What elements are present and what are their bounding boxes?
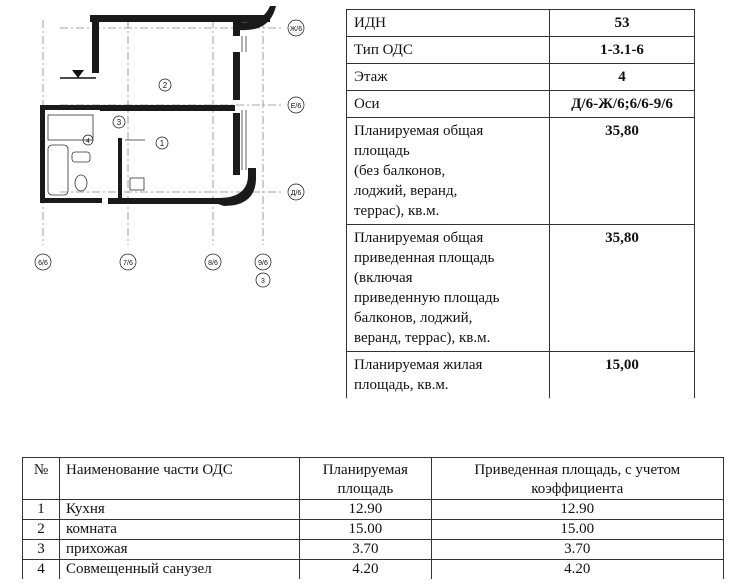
info-label: ИДН [347,10,550,37]
info-label: Планируемая общая площадь (без балконов, лоджий, веранд, террас), кв.м. [347,118,550,225]
axis-label-7: 7/6 [123,260,133,267]
floor-plan [0,0,340,300]
axis-markers [35,20,304,287]
section-mark: 3 [261,278,265,285]
info-row-idn [347,10,695,37]
info-label: Планируемая общая приведенная площадь (включая приведенную площадь балконов, лоджий, веранд, террас), кв.м. [347,225,550,352]
room-number-3: 3 [116,118,122,127]
axis-label-zh: Ж/6 [289,26,303,33]
row-num: 1 [23,500,60,520]
row-num: 3 [23,540,60,560]
info-row-axes [347,91,695,118]
room-number-2: 2 [162,81,168,90]
room-number-4: 4 [86,138,90,145]
room-number-1: 1 [159,139,165,148]
axis-label-d: Д/6 [290,190,302,197]
info-row-reduced-area [347,225,695,352]
axis-label-e: Е/6 [290,103,302,110]
row-name: Совмещенный санузел [60,560,300,580]
bathroom-fixtures [48,115,145,195]
room-numbers [83,79,171,149]
row-reduced: 4.20 [431,560,724,580]
parts-table [22,457,724,579]
info-value: 4 [550,64,695,91]
info-row-living-area [347,352,695,399]
info-label: Оси [347,91,550,118]
info-label: Этаж [347,64,550,91]
row-reduced: 3.70 [431,540,724,560]
table-row [23,520,724,540]
table-row [23,540,724,560]
info-row-floor [347,64,695,91]
apartment-info-table [346,9,695,398]
parts-header-row [23,458,724,500]
row-name: Кухня [60,500,300,520]
col-header-reduced: Приведенная площадь, с учетом коэффициента [431,458,724,500]
info-value: 15,00 [550,352,695,399]
table-row [23,500,724,520]
info-label: Планируемая жилая площадь, кв.м. [347,352,550,399]
row-num: 2 [23,520,60,540]
info-value: 35,80 [550,118,695,225]
entrance-arrow [72,70,84,78]
info-value: 53 [550,10,695,37]
row-planned: 15.00 [300,520,431,540]
row-reduced: 15.00 [431,520,724,540]
info-value: Д/6-Ж/6;6/6-9/6 [550,91,695,118]
walls [40,6,276,206]
row-name: комната [60,520,300,540]
row-planned: 3.70 [300,540,431,560]
col-header-name: Наименование части ОДС [60,458,300,500]
axis-label-9: 9/6 [258,260,268,267]
info-row-type [347,37,695,64]
info-row-total-area [347,118,695,225]
table-row [23,560,724,580]
row-planned: 4.20 [300,560,431,580]
row-num: 4 [23,560,60,580]
col-header-planned: Планируемая площадь [300,458,431,500]
axis-label-8: 8/6 [208,260,218,267]
row-planned: 12.90 [300,500,431,520]
row-reduced: 12.90 [431,500,724,520]
row-name: прихожая [60,540,300,560]
windows [242,36,246,170]
info-value: 35,80 [550,225,695,352]
axis-label-6: 6/6 [38,260,48,267]
col-header-num: № [23,458,60,500]
info-label: Тип ОДС [347,37,550,64]
info-value: 1-3.1-6 [550,37,695,64]
